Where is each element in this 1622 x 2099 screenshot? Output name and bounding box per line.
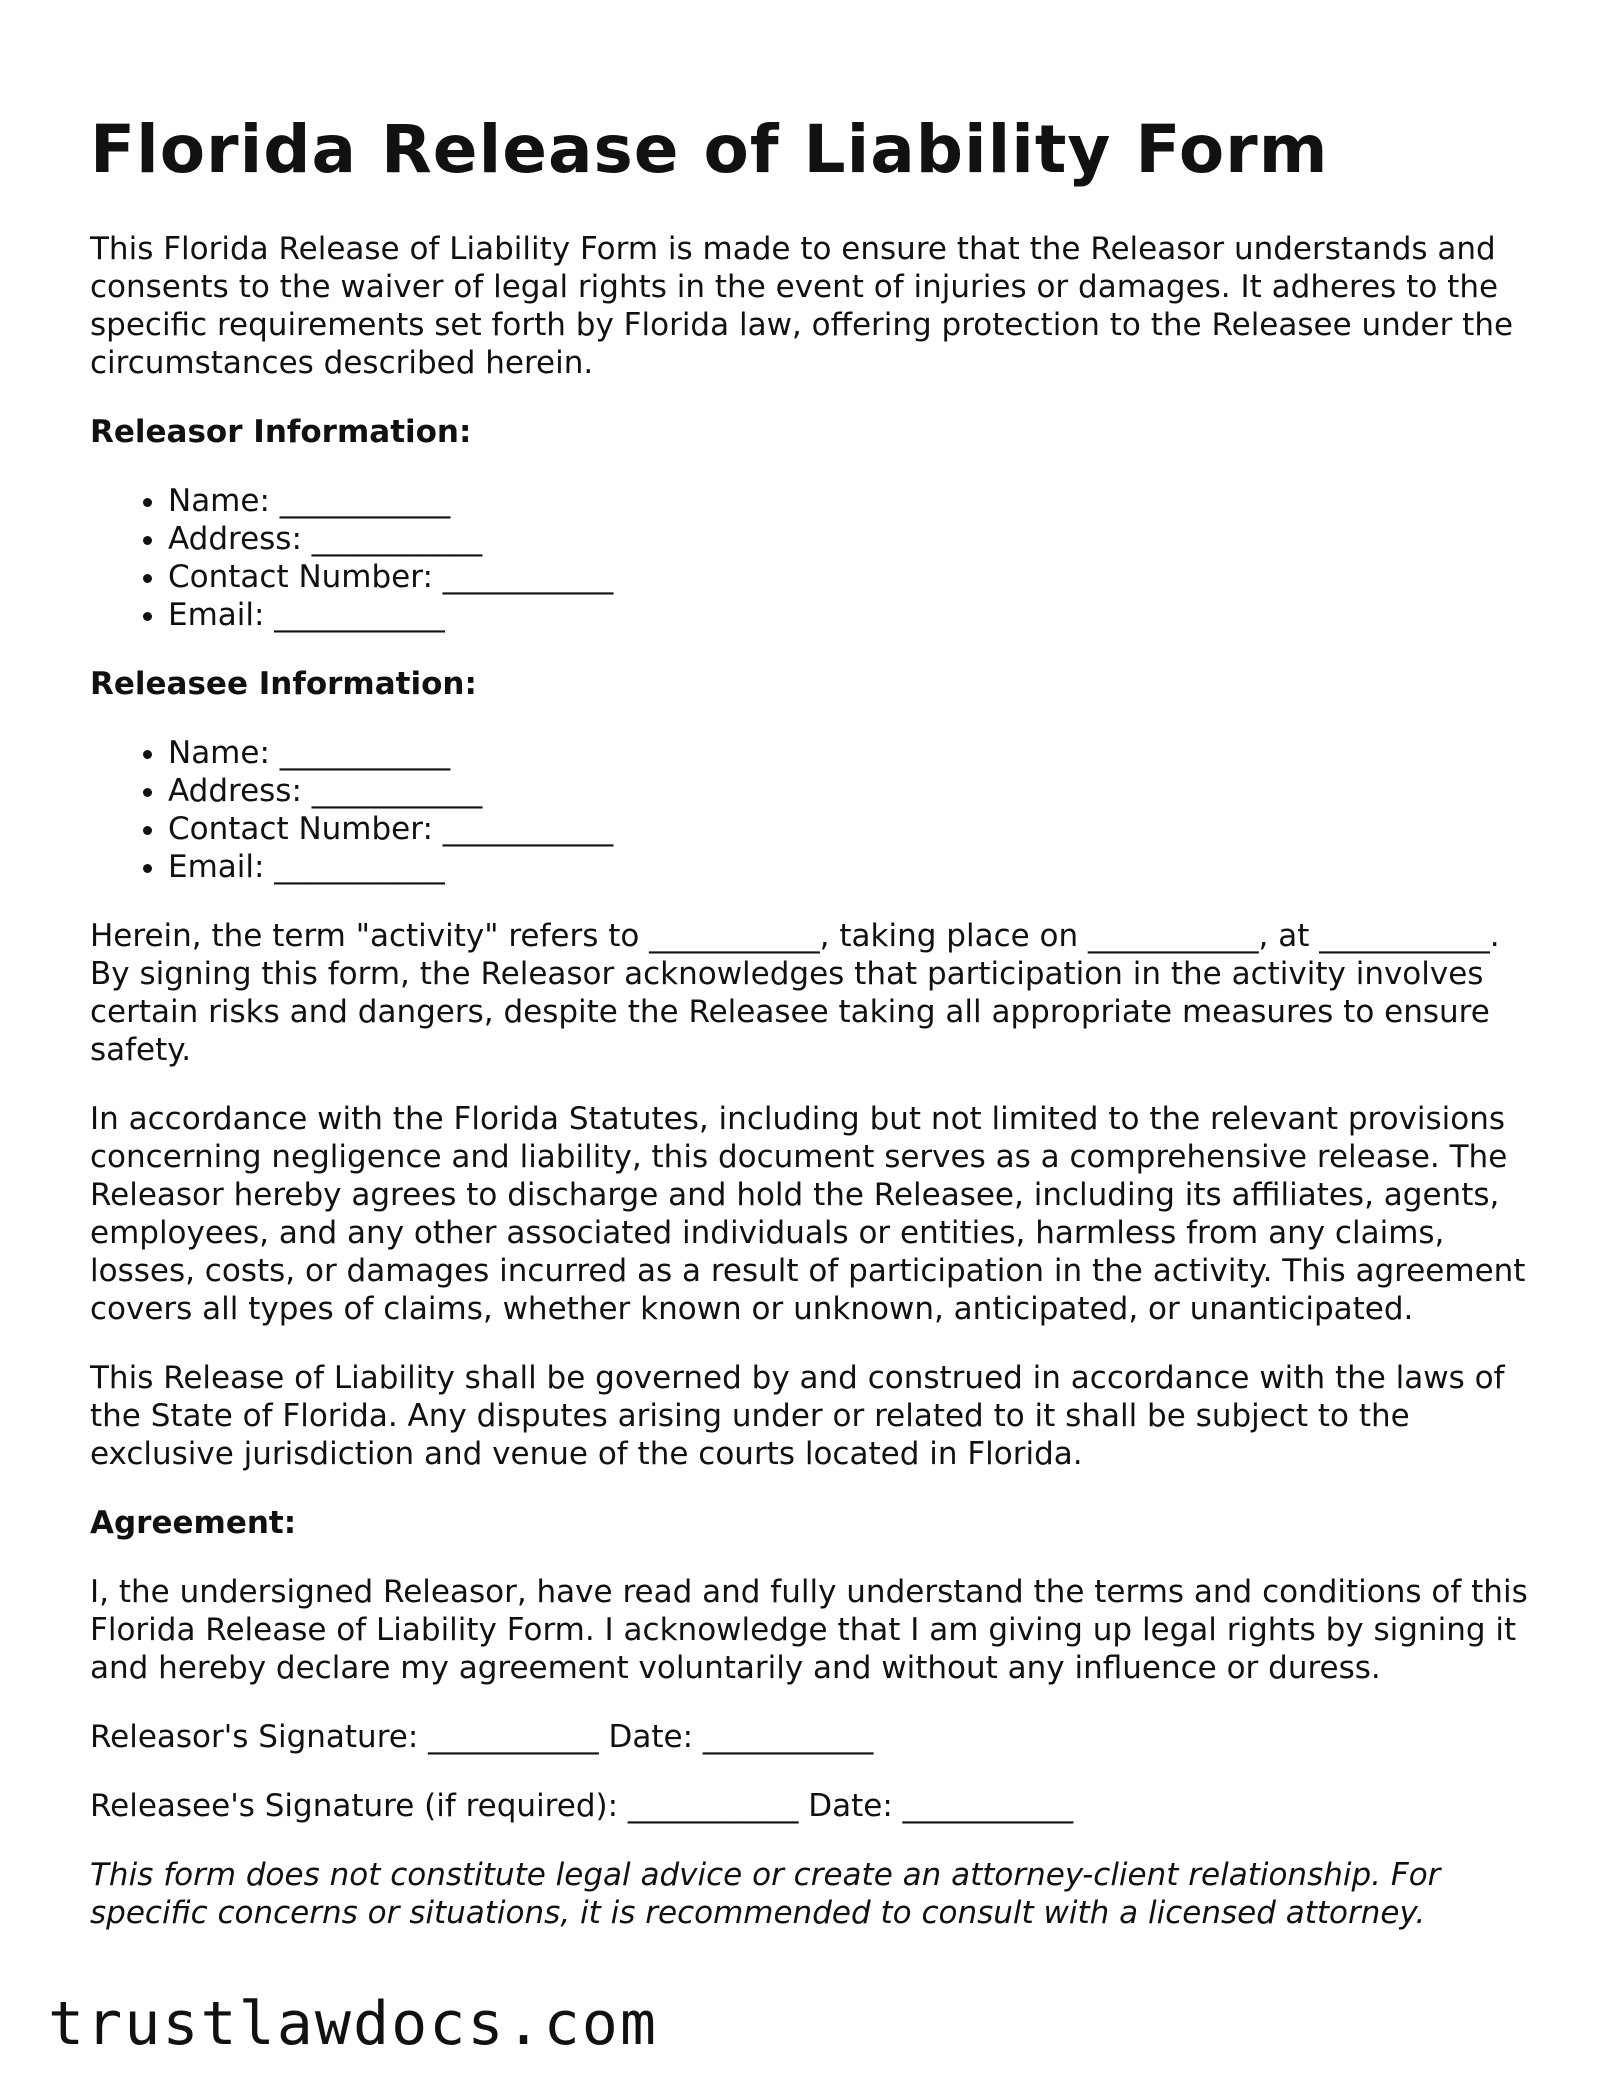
releasee-name-field: • Name: ___________ <box>168 734 1540 772</box>
watermark-text: trustlawdocs.com <box>48 1989 658 2059</box>
releasee-address-field: • Address: ___________ <box>168 772 1540 810</box>
activity-paragraph: Herein, the term "activity" refers to ___________, taking place on ___________, at ___________. By signing this form, the Releasor acknowledges that participation in the activity involves certain risks and dangers, despite the Releasee taking all appropriate measures to ensure safety. <box>90 918 1500 1068</box>
releasee-fields-list <box>90 734 1540 886</box>
releasor-contact-field: • Contact Number: ___________ <box>168 558 1540 596</box>
document-page <box>90 110 1540 1932</box>
agreement-heading: Agreement: <box>90 1505 297 1541</box>
releasee-contact-field: • Contact Number: ___________ <box>168 810 1540 848</box>
disclaimer-text: This form does not constitute legal advice or create an attorney-client relationship. For specific concerns or situations, it is recommended to consult with a licensed attorney. <box>90 1857 1441 1931</box>
releasor-fields-list <box>90 482 1540 634</box>
releasor-name-field: • Name: ___________ <box>168 482 1540 520</box>
releasor-email-field: • Email: ___________ <box>168 596 1540 634</box>
document-title: Florida Release of Liability Form <box>90 111 1329 188</box>
releasee-signature-line: Releasee's Signature (if required): ___________ Date: ___________ <box>90 1788 1074 1824</box>
statutes-paragraph: In accordance with the Florida Statutes, including but not limited to the relevant provisions concerning negligence and liability, this document serves as a comprehensive release. The Releasor hereby agrees to discharge and hold the Releasee, including its affiliates, agents, employees, and any other associated individuals or entities, harmless from any claims, losses, costs, or damages incurred as a result of participation in the activity. This agreement covers all types of claims, whether known or unknown, anticipated, or unanticipated. <box>90 1101 1526 1327</box>
governing-law-paragraph: This Release of Liability shall be governed by and construed in accordance with the laws of the State of Florida. Any disputes arising under or related to it shall be subject to the exclusive jurisdiction and venue of the courts located in Florida. <box>90 1360 1505 1472</box>
releasee-email-field: • Email: ___________ <box>168 848 1540 886</box>
intro-paragraph: This Florida Release of Liability Form is made to ensure that the Releasor understands and consents to the waiver of legal rights in the event of injuries or damages. It adheres to the specific requirements set forth by Florida law, offering protection to the Releasee under the circumstances described herein. <box>90 231 1514 381</box>
releasee-heading: Releasee Information: <box>90 666 477 702</box>
releasor-address-field: • Address: ___________ <box>168 520 1540 558</box>
releasor-heading: Releasor Information: <box>90 414 472 450</box>
releasor-signature-line: Releasor's Signature: ___________ Date: ___________ <box>90 1719 874 1755</box>
agreement-paragraph: I, the undersigned Releasor, have read and fully understand the terms and conditions of this Florida Release of Liability Form. I acknowledge that I am giving up legal rights by signing it and hereby declare my agreement voluntarily and without any influence or duress. <box>90 1574 1528 1686</box>
